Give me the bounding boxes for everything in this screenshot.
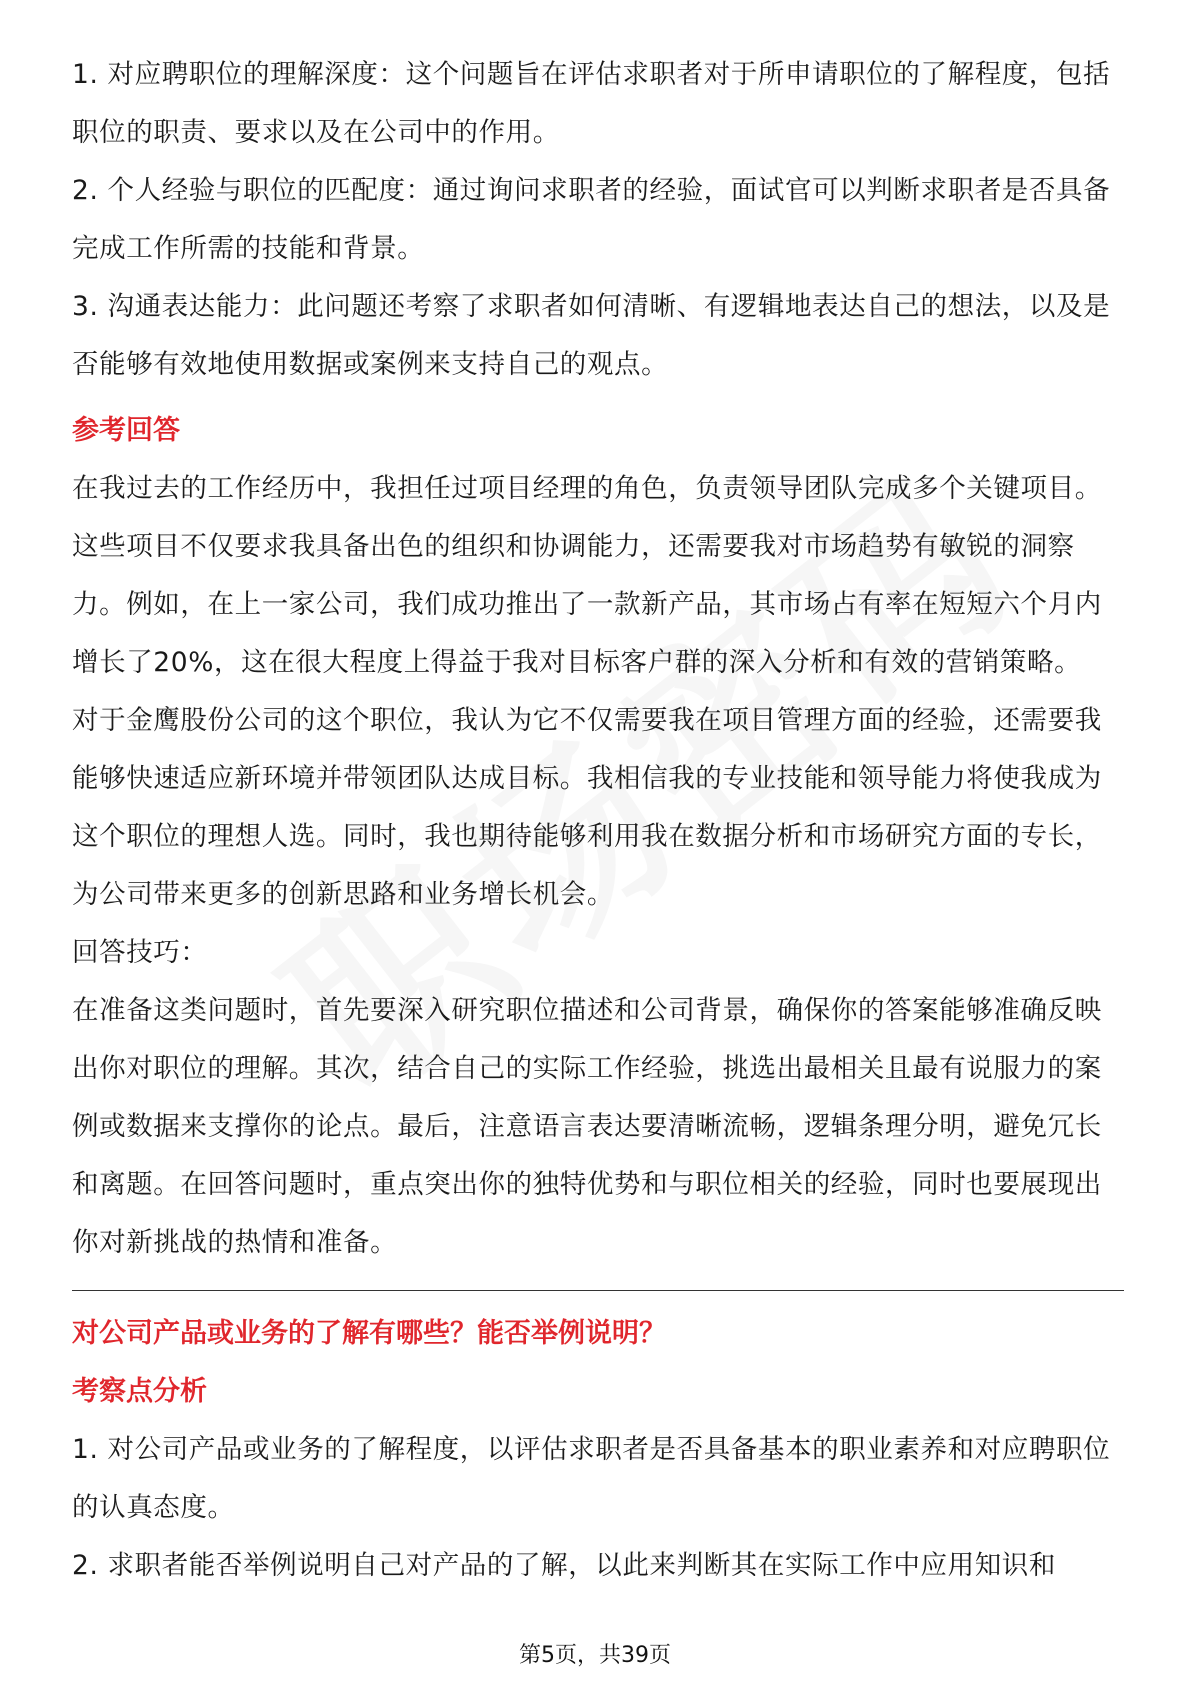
section-divider: [72, 1290, 1124, 1291]
analysis-point-1: 1. 对公司产品或业务的了解程度，以评估求职者是否具备基本的职业素养和对应聘职位的认真态度。: [72, 1434, 1111, 1523]
answer-paragraph-2: 对于金鹰股份公司的这个职位，我认为它不仅需要我在项目管理方面的经验，还需要我能够快速适应新环境并带领团队达成目标。我相信我的专业技能和领导能力将使我成为这个职位的理想人选。同时，我也期待能够利用我在数据分析和市场研究方面的专长，为公司带来更多的创新思路和业务增长机会。: [72, 705, 1102, 910]
analysis-heading: 考察点分析: [72, 1376, 207, 1407]
page-number: 第5页，共39页: [519, 1643, 671, 1668]
tips-paragraph: 在准备这类问题时，首先要深入研究职位描述和公司背景，确保你的答案能够准确反映出你对职位的理解。其次，结合自己的实际工作经验，挑选出最相关且最有说服力的案例或数据来支撑你的论点。最后，注意语言表达要清晰流畅，逻辑条理分明，避免冗长和离题。在回答问题时，重点突出你的独特优势和与职位相关的经验，同时也要展现出你对新挑战的热情和准备。: [72, 995, 1102, 1258]
analysis-point-2: 2. 求职者能否举例说明自己对产品的了解，以此来判断其在实际工作中应用知识和: [72, 1550, 1057, 1581]
point-2: 2. 个人经验与职位的匹配度：通过询问求职者的经验，面试官可以判断求职者是否具备完成工作所需的技能和背景。: [72, 175, 1111, 264]
document-body: [72, 46, 1124, 1595]
question-title: 对公司产品或业务的了解有哪些？能否举例说明？: [72, 1318, 666, 1349]
tips-label: 回答技巧：: [72, 937, 208, 968]
answer-paragraph-1: 在我过去的工作经历中，我担任过项目经理的角色，负责领导团队完成多个关键项目。这些项目不仅要求我具备出色的组织和协调能力，还需要我对市场趋势有敏锐的洞察力。例如，在上一家公司，我们成功推出了一款新产品，其市场占有率在短短六个月内增长了20%，这在很大程度上得益于我对目标客户群的深入分析和有效的营销策略。: [72, 473, 1102, 678]
point-3: 3. 沟通表达能力：此问题还考察了求职者如何清晰、有逻辑地表达自己的想法，以及是否能够有效地使用数据或案例来支持自己的观点。: [72, 291, 1111, 380]
point-1: 1. 对应聘职位的理解深度：这个问题旨在评估求职者对于所申请职位的了解程度，包括职位的职责、要求以及在公司中的作用。: [72, 59, 1111, 148]
reference-answer-heading: 参考回答: [72, 415, 180, 446]
